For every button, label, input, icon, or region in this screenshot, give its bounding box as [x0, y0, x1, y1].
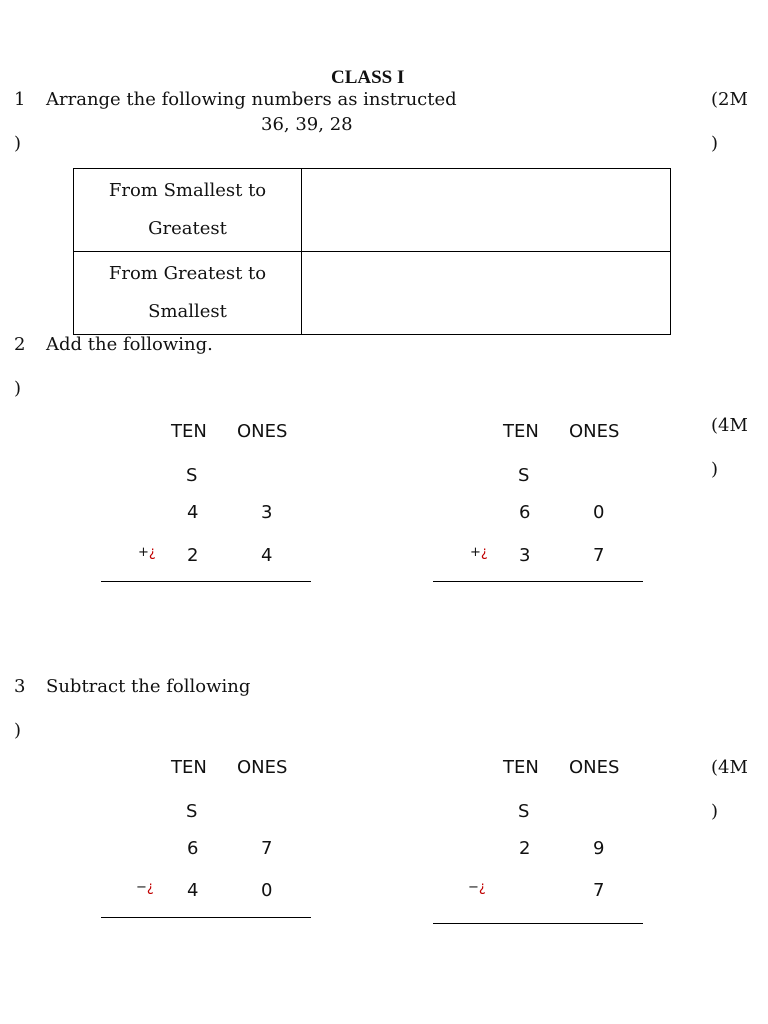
row-label-line: From Smallest to — [108, 180, 267, 201]
table-row — [74, 252, 671, 335]
row-label-line: Smallest — [148, 301, 227, 322]
tens-header-s: S — [518, 465, 530, 486]
ones-header: ONES — [237, 421, 288, 442]
q2-text: Add the following. — [46, 334, 213, 355]
q3-marks-paren: ) — [711, 801, 719, 822]
row-label-greatest-to-smallest — [74, 252, 302, 335]
top-tens-digit: 6 — [519, 502, 531, 523]
q1-number-paren: ) — [14, 133, 22, 154]
answer-cell-smallest-to-greatest[interactable] — [302, 169, 671, 252]
tens-header: TEN — [171, 421, 207, 442]
bottom-ones-digit: 7 — [593, 880, 605, 901]
bottom-tens-digit: 2 — [187, 545, 199, 566]
top-ones-digit: 7 — [261, 838, 273, 859]
table-row — [74, 169, 671, 252]
sum-line — [101, 581, 311, 582]
answer-cell-greatest-to-smallest[interactable] — [302, 252, 671, 335]
tens-header: TEN — [503, 421, 539, 442]
minus-sign: −¿ — [136, 880, 154, 895]
ones-header: ONES — [569, 421, 620, 442]
bottom-ones-digit: 0 — [261, 880, 273, 901]
top-tens-digit: 6 — [187, 838, 199, 859]
top-ones-digit: 0 — [593, 502, 605, 523]
q2-number: 2 — [14, 334, 26, 355]
top-ones-digit: 9 — [593, 838, 605, 859]
q1-numbers: 36, 39, 28 — [261, 114, 353, 135]
q2-marks-paren: ) — [711, 459, 719, 480]
difference-line — [433, 923, 643, 924]
tens-header-s: S — [186, 801, 198, 822]
top-ones-digit: 3 — [261, 502, 273, 523]
bottom-ones-digit: 4 — [261, 545, 273, 566]
top-tens-digit: 4 — [187, 502, 199, 523]
q2-marks: (4M — [711, 415, 748, 436]
q2-number-paren: ) — [14, 378, 22, 399]
tens-header: TEN — [171, 757, 207, 778]
q1-marks-paren: ) — [711, 133, 719, 154]
tens-header: TEN — [503, 757, 539, 778]
bottom-ones-digit: 7 — [593, 545, 605, 566]
q1-text: Arrange the following numbers as instructed — [46, 89, 457, 110]
ones-header: ONES — [569, 757, 620, 778]
minus-sign: −¿ — [468, 880, 486, 895]
q1-marks: (2M — [711, 89, 748, 110]
row-label-line: Greatest — [148, 218, 227, 239]
top-tens-digit: 2 — [519, 838, 531, 859]
tens-header-s: S — [518, 801, 530, 822]
q3-number: 3 — [14, 676, 26, 697]
plus-sign: +¿ — [470, 545, 488, 560]
q3-marks: (4M — [711, 757, 748, 778]
tens-header-s: S — [186, 465, 198, 486]
bottom-tens-digit: 3 — [519, 545, 531, 566]
arrange-table — [73, 168, 671, 335]
ones-header: ONES — [237, 757, 288, 778]
page-title: CLASS I — [331, 67, 405, 88]
q3-text: Subtract the following — [46, 676, 251, 697]
bottom-tens-digit: 4 — [187, 880, 199, 901]
row-label-smallest-to-greatest — [74, 169, 302, 252]
difference-line — [101, 917, 311, 918]
sum-line — [433, 581, 643, 582]
plus-sign: +¿ — [138, 545, 156, 560]
q3-number-paren: ) — [14, 720, 22, 741]
row-label-line: From Greatest to — [108, 263, 267, 284]
q1-number: 1 — [14, 89, 26, 110]
